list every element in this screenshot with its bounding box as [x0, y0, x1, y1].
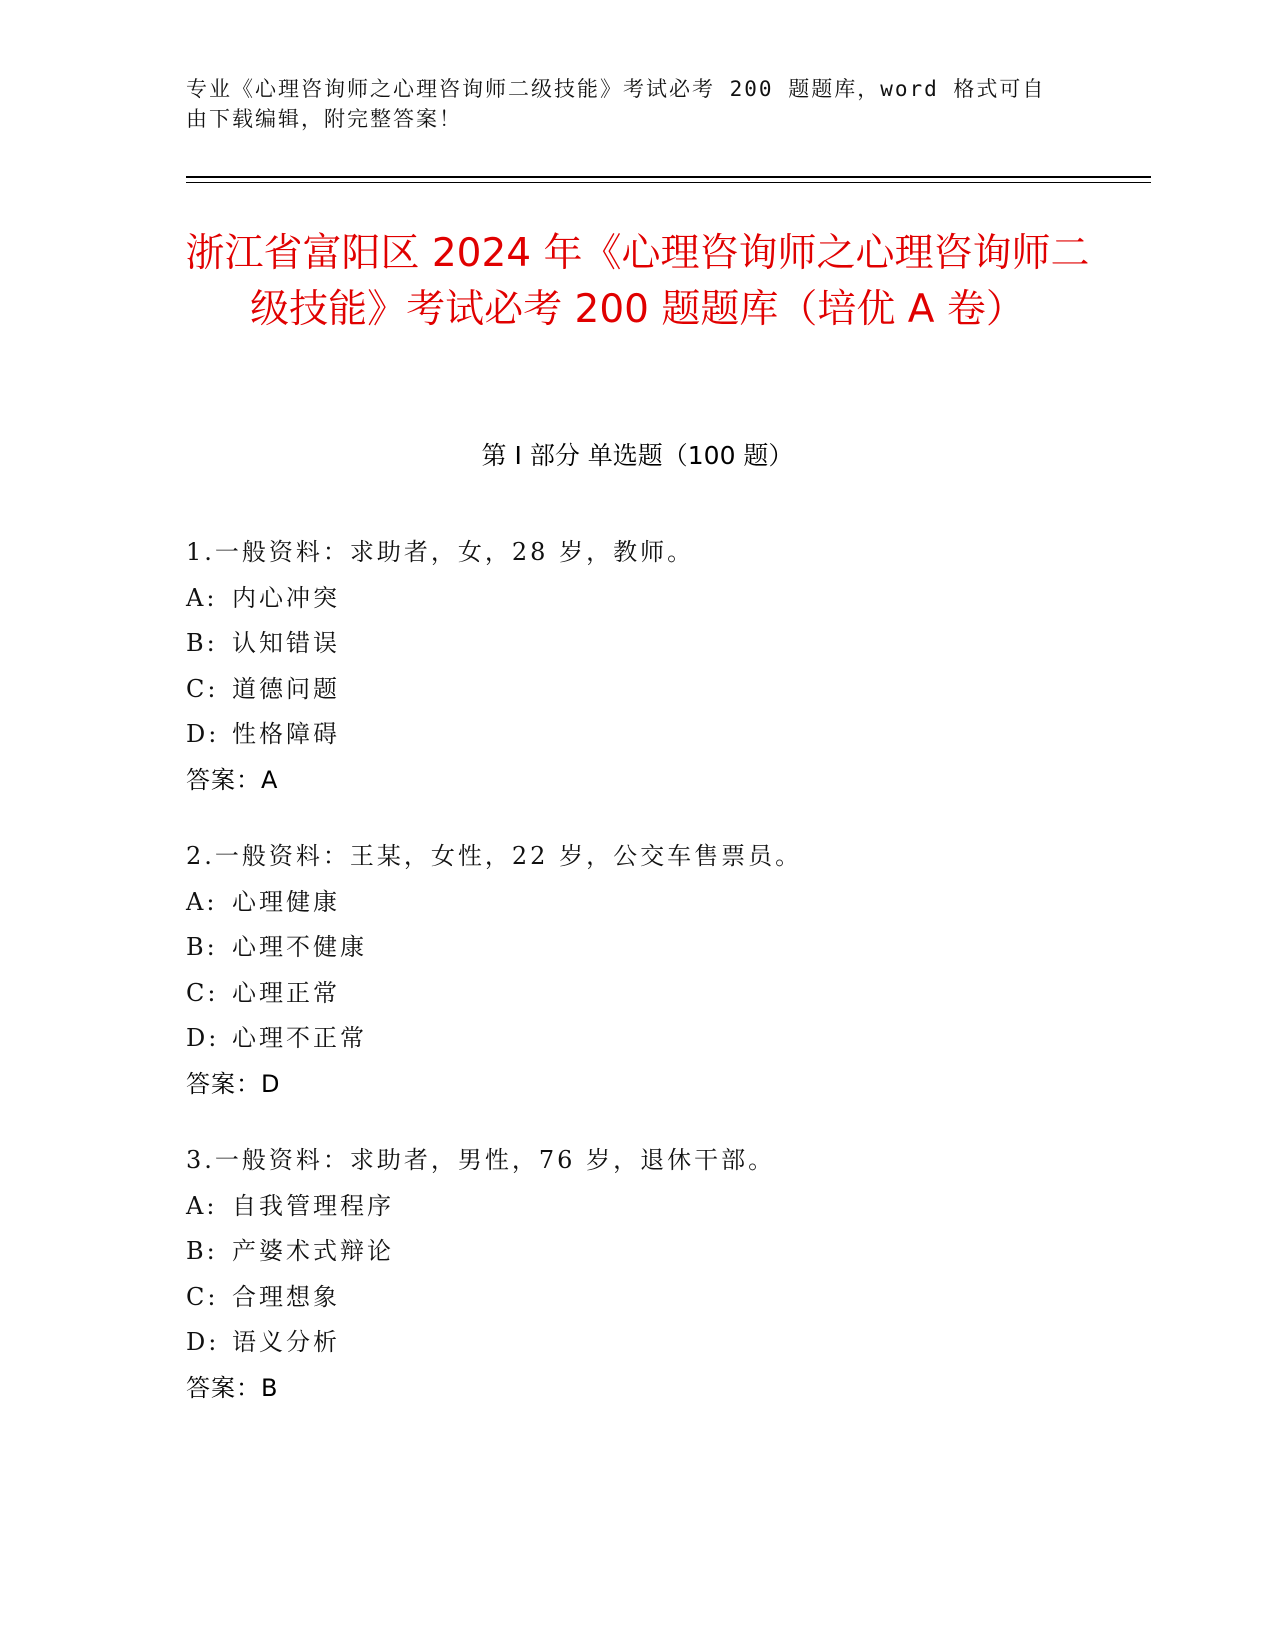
option-key: B:	[186, 1237, 218, 1265]
option-text: 心理不健康	[232, 933, 367, 961]
option-text: 合理想象	[232, 1282, 340, 1311]
question-1	[186, 530, 1086, 803]
option-key: C:	[186, 1282, 219, 1311]
option-d	[186, 1016, 1086, 1062]
option-key: D:	[186, 1328, 220, 1356]
question-stem: 1.一般资料：求助者，女，28 岁，教师。	[186, 538, 695, 566]
option-c	[186, 667, 1086, 713]
option-key: B:	[186, 629, 218, 657]
option-text: 心理正常	[232, 978, 340, 1007]
option-key: D:	[186, 1024, 220, 1052]
option-c	[186, 1275, 1086, 1321]
option-key: D:	[186, 720, 220, 748]
option-key: C:	[186, 978, 219, 1007]
option-a	[186, 880, 1086, 926]
option-c	[186, 971, 1086, 1017]
answer-line: 答案：B	[186, 1373, 279, 1402]
question-stem: 2.一般资料：王某，女性，22 岁，公交车售票员。	[186, 842, 803, 870]
option-text: 认知错误	[232, 629, 340, 657]
option-a	[186, 1184, 1086, 1230]
option-text: 心理不正常	[232, 1024, 367, 1052]
option-b	[186, 621, 1086, 667]
header-rule-thick	[186, 176, 1151, 178]
option-d	[186, 1320, 1086, 1366]
option-key: A:	[186, 1191, 218, 1220]
option-text: 心理健康	[232, 887, 340, 916]
question-stem: 3.一般资料：求助者，男性，76 岁，退休干部。	[186, 1146, 776, 1174]
question-list	[186, 530, 1086, 1442]
option-a	[186, 576, 1086, 622]
answer-line: 答案：A	[186, 765, 279, 794]
question-3	[186, 1138, 1086, 1411]
option-key: A:	[186, 887, 218, 916]
answer-line: 答案：D	[186, 1069, 281, 1098]
document-title: 浙江省富阳区 2024 年《心理咨询师之心理咨询师二级技能》考试必考 200 题题库（培优 A 卷）	[185, 231, 1090, 332]
option-key: C:	[186, 674, 219, 703]
option-text: 性格障碍	[232, 720, 340, 748]
option-text: 道德问题	[232, 674, 340, 703]
option-b	[186, 925, 1086, 971]
section-heading: 第 I 部分 单选题（100 题）	[481, 441, 794, 470]
option-key: B:	[186, 933, 218, 961]
header-note: 专业《心理咨询师之心理咨询师二级技能》考试必考 200 题题库，word 格式可自由下载编辑，附完整答案！	[186, 77, 1046, 131]
option-text: 语义分析	[232, 1328, 340, 1356]
option-d	[186, 712, 1086, 758]
option-text: 自我管理程序	[232, 1191, 394, 1220]
option-text: 产婆术式辩论	[232, 1237, 394, 1265]
option-text: 内心冲突	[232, 583, 340, 612]
option-b	[186, 1229, 1086, 1275]
header-rule-thin	[186, 182, 1151, 183]
option-key: A:	[186, 583, 218, 612]
question-2	[186, 834, 1086, 1107]
